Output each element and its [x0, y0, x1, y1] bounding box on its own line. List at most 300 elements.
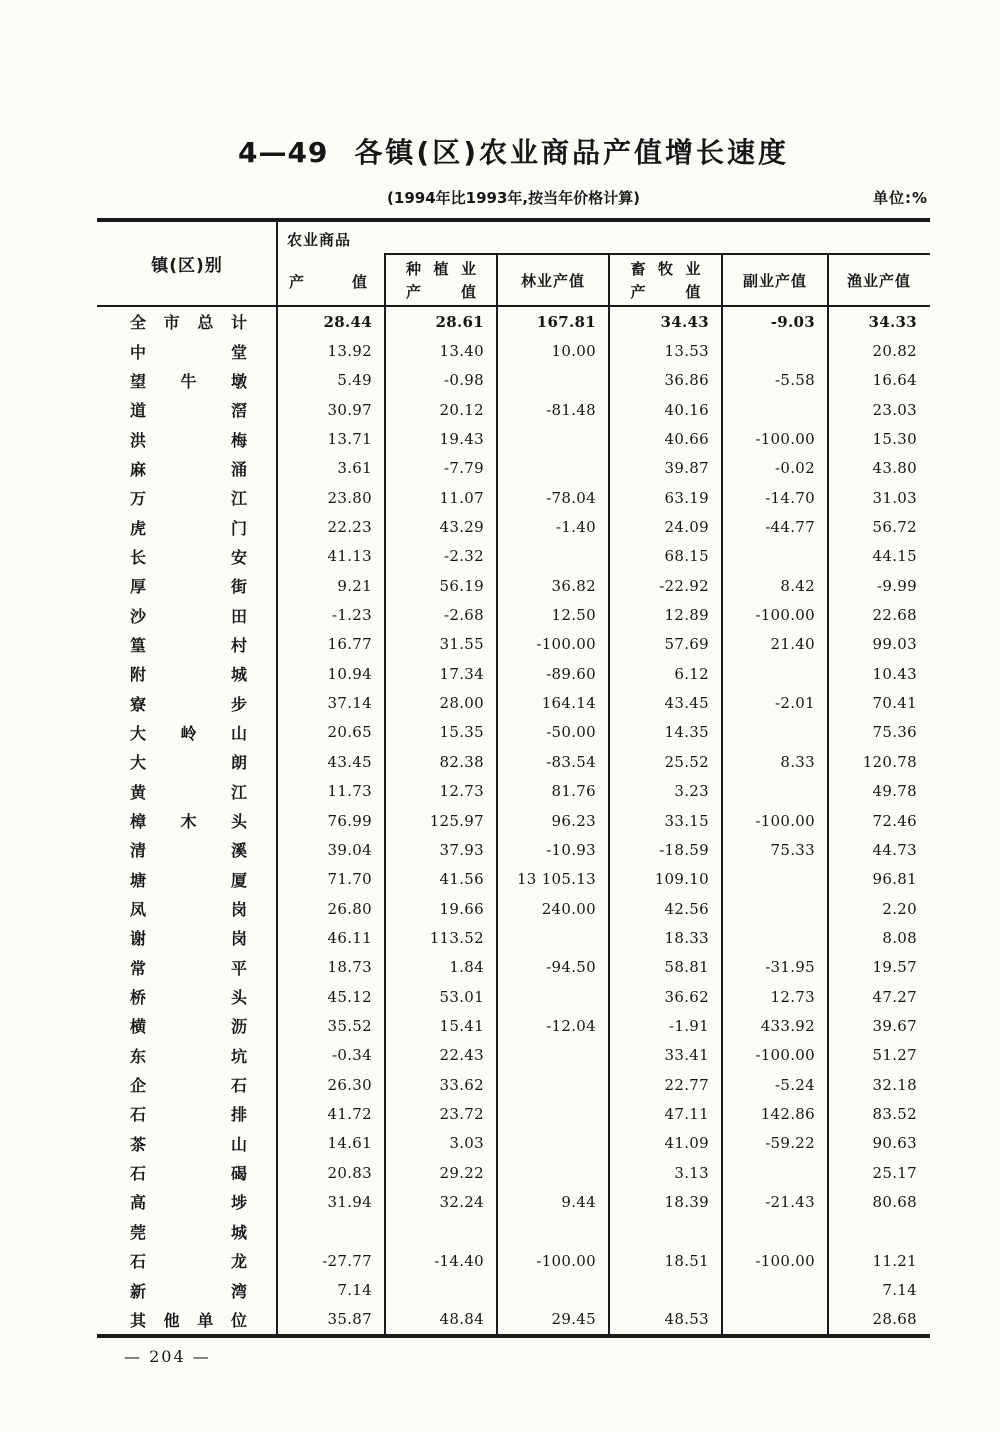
value-cell: 22.68	[872, 606, 917, 625]
value-cell: 23.72	[439, 1104, 484, 1123]
town-name-cell	[97, 1070, 277, 1099]
value-cell: 13.92	[327, 342, 372, 361]
value-cell: 18.73	[327, 958, 372, 977]
town-name-cell	[97, 865, 277, 894]
town-name-cell	[97, 747, 277, 776]
value-cell: -2.01	[775, 694, 815, 713]
value-cell: 28.68	[872, 1310, 917, 1329]
value-cell: 12.73	[439, 782, 484, 801]
value-cell: 3.61	[337, 459, 372, 478]
value-cell: 22.77	[664, 1075, 709, 1094]
town-name: 凤 岗	[130, 900, 247, 920]
table-row	[97, 1129, 930, 1158]
value-cell: 14.35	[664, 723, 709, 742]
col-header-line2: 产 值	[406, 283, 476, 301]
value-cell: 16.64	[872, 371, 917, 390]
table-row	[97, 923, 930, 952]
value-cell: 35.52	[327, 1016, 372, 1035]
value-cell: 9.21	[337, 576, 372, 595]
town-name: 樟 木 头	[130, 812, 247, 832]
town-name: 虎 门	[130, 518, 247, 538]
town-name: 茶 山	[130, 1134, 247, 1154]
value-cell: 41.72	[327, 1104, 372, 1123]
table-row	[97, 982, 930, 1011]
value-cell: -44.77	[765, 518, 815, 537]
value-cell: 14.61	[327, 1134, 372, 1153]
value-cell: 33.15	[664, 811, 709, 830]
table-row	[97, 1099, 930, 1128]
value-cell: -14.70	[765, 488, 815, 507]
value-cell: 8.33	[780, 752, 815, 771]
value-cell: -0.02	[775, 459, 815, 478]
value-cell: 31.03	[872, 488, 917, 507]
value-cell: 12.89	[664, 606, 709, 625]
town-name: 大 朗	[130, 753, 247, 773]
value-cell: -0.34	[332, 1046, 372, 1065]
value-cell: 36.62	[664, 987, 709, 1006]
value-cell: -21.43	[765, 1192, 815, 1211]
town-name-cell	[97, 454, 277, 483]
value-cell: 120.78	[862, 752, 917, 771]
col-header-line2: 产 值	[630, 283, 701, 301]
value-cell: 164.14	[541, 694, 596, 713]
table-row	[97, 1041, 930, 1070]
table-row	[97, 1070, 930, 1099]
value-cell: 10.94	[327, 664, 372, 683]
value-cell: 20.83	[327, 1163, 372, 1182]
row-header-cell	[97, 222, 277, 305]
town-name: 篁 村	[130, 635, 247, 655]
value-cell: 76.99	[327, 811, 372, 830]
value-cell: -100.00	[755, 1046, 815, 1065]
value-cell: 33.41	[664, 1046, 709, 1065]
value-cell: 5.49	[337, 371, 372, 390]
town-name: 东 坑	[130, 1046, 247, 1066]
value-cell: -83.54	[546, 752, 596, 771]
town-name-cell	[97, 395, 277, 424]
value-cell: 47.11	[664, 1104, 709, 1123]
town-name-cell	[97, 718, 277, 747]
table-row	[97, 1158, 930, 1187]
value-cell: -100.00	[536, 1251, 596, 1270]
value-cell: 23.80	[327, 488, 372, 507]
value-cell: -22.92	[659, 576, 709, 595]
value-cell: 240.00	[541, 899, 596, 918]
town-name-cell	[97, 1246, 277, 1275]
value-cell: 8.08	[882, 928, 917, 947]
value-cell: -100.00	[536, 635, 596, 654]
value-cell: 43.29	[439, 518, 484, 537]
value-cell: 71.70	[327, 870, 372, 889]
value-cell: 75.33	[770, 840, 815, 859]
value-cell: 113.52	[429, 928, 484, 947]
town-name-cell	[97, 1011, 277, 1040]
value-cell: 39.04	[327, 840, 372, 859]
value-cell: 82.38	[439, 752, 484, 771]
value-cell: 47.27	[872, 987, 917, 1006]
value-cell: 13.53	[664, 342, 709, 361]
town-name-cell	[97, 1099, 277, 1128]
value-cell: 9.44	[561, 1192, 596, 1211]
value-cell: 45.12	[327, 987, 372, 1006]
col-header-sideline	[722, 255, 828, 305]
value-cell: 12.73	[770, 987, 815, 1006]
group-subheader-label: 产 值	[289, 273, 367, 291]
value-cell: 43.80	[872, 459, 917, 478]
value-cell: 18.33	[664, 928, 709, 947]
town-name-cell	[97, 806, 277, 835]
table-row	[97, 1305, 930, 1334]
value-cell: 80.68	[872, 1192, 917, 1211]
town-name: 大 岭 山	[130, 723, 247, 743]
value-cell: 25.17	[872, 1163, 917, 1182]
value-cell: 56.72	[872, 518, 917, 537]
town-name: 莞 城	[130, 1222, 247, 1242]
value-cell: 23.03	[872, 400, 917, 419]
value-cell: 17.34	[439, 664, 484, 683]
value-cell: 109.10	[654, 870, 709, 889]
town-name-cell	[97, 336, 277, 365]
town-name: 厚 街	[130, 577, 247, 597]
value-cell: 29.45	[551, 1310, 596, 1329]
table-row	[97, 542, 930, 571]
value-cell: 125.97	[429, 811, 484, 830]
col-header-husbandry	[609, 255, 722, 305]
col-header-line1: 种 植 业	[406, 260, 476, 278]
town-name-cell	[97, 835, 277, 864]
value-cell: 57.69	[664, 635, 709, 654]
value-cell: 3.03	[449, 1134, 484, 1153]
table-row	[97, 571, 930, 600]
value-cell: 40.66	[664, 430, 709, 449]
value-cell: 96.81	[872, 870, 917, 889]
table-row	[97, 483, 930, 512]
value-cell: -100.00	[755, 606, 815, 625]
value-cell: 37.93	[439, 840, 484, 859]
town-name-cell	[97, 1158, 277, 1187]
table-row	[97, 600, 930, 629]
table-row	[97, 659, 930, 688]
town-name-cell	[97, 923, 277, 952]
value-cell: -100.00	[755, 430, 815, 449]
town-name: 道 滘	[130, 401, 247, 421]
value-cell: 46.11	[327, 928, 372, 947]
value-cell: -1.40	[556, 518, 596, 537]
table-body	[97, 307, 930, 1334]
value-cell: -5.58	[775, 371, 815, 390]
value-cell: 13 105.13	[516, 870, 596, 889]
value-cell: 35.87	[327, 1310, 372, 1329]
value-cell: 10.00	[551, 342, 596, 361]
value-cell: 34.33	[868, 312, 917, 331]
table-row	[97, 806, 930, 835]
value-cell: 81.76	[551, 782, 596, 801]
group-header-cell	[277, 222, 385, 305]
town-name-cell	[97, 483, 277, 512]
value-cell: -1.23	[332, 606, 372, 625]
town-name-cell	[97, 1305, 277, 1334]
value-cell: -9.99	[877, 576, 917, 595]
value-cell: 167.81	[536, 312, 596, 331]
town-name: 企 石	[130, 1076, 247, 1096]
table-row	[97, 688, 930, 717]
value-cell: -1.91	[669, 1016, 709, 1035]
town-name: 洪 梅	[130, 430, 247, 450]
value-cell: 33.62	[439, 1075, 484, 1094]
town-name-cell	[97, 953, 277, 982]
value-cell: 11.73	[327, 782, 372, 801]
table-row	[97, 307, 930, 336]
value-cell: -0.98	[444, 371, 484, 390]
value-cell: 15.41	[439, 1016, 484, 1035]
value-cell: -100.00	[755, 811, 815, 830]
town-name: 高 埗	[130, 1193, 247, 1213]
value-cell: 28.44	[323, 312, 372, 331]
table-number: 4—49	[237, 136, 329, 169]
table-subtitle: (1994年比1993年,按当年价格计算)	[387, 189, 640, 207]
value-cell: 21.40	[770, 635, 815, 654]
value-cell: 29.22	[439, 1163, 484, 1182]
subtitle-row	[97, 187, 930, 209]
value-cell: 42.56	[664, 899, 709, 918]
town-name: 谢 岗	[130, 929, 247, 949]
value-cell: 13.71	[327, 430, 372, 449]
table-row	[97, 366, 930, 395]
value-cell: -81.48	[546, 400, 596, 419]
town-name: 石 排	[130, 1105, 247, 1125]
value-cell: 15.30	[872, 430, 917, 449]
value-cell: -89.60	[546, 664, 596, 683]
value-cell: 31.55	[439, 635, 484, 654]
town-name-cell	[97, 982, 277, 1011]
value-cell: 43.45	[327, 752, 372, 771]
town-name-cell	[97, 1275, 277, 1304]
stat-table	[97, 218, 930, 1339]
value-cell: 3.23	[674, 782, 709, 801]
town-name-cell	[97, 777, 277, 806]
table-row	[97, 1011, 930, 1040]
table-bottom-rule	[97, 1334, 930, 1338]
value-cell: 19.66	[439, 899, 484, 918]
value-cell: 24.09	[664, 518, 709, 537]
value-cell: -94.50	[546, 958, 596, 977]
value-cell: 7.14	[882, 1281, 917, 1300]
town-name-cell	[97, 571, 277, 600]
value-cell: 10.43	[872, 664, 917, 683]
value-cell: -12.04	[546, 1016, 596, 1035]
table-row	[97, 1187, 930, 1216]
value-cell: 53.01	[439, 987, 484, 1006]
value-cell: 1.84	[449, 958, 484, 977]
value-cell: 28.00	[439, 694, 484, 713]
town-name: 其 他 单 位	[130, 1310, 247, 1330]
table-row	[97, 865, 930, 894]
town-name: 麻 涌	[130, 459, 247, 479]
value-cell: 75.36	[872, 723, 917, 742]
table-row	[97, 336, 930, 365]
value-cell: 433.92	[760, 1016, 815, 1035]
value-cell: 70.41	[872, 694, 917, 713]
value-cell: 3.13	[674, 1163, 709, 1182]
value-cell: -50.00	[546, 723, 596, 742]
value-cell: -7.79	[444, 459, 484, 478]
value-cell: 32.18	[872, 1075, 917, 1094]
col-header-line1: 畜 牧 业	[630, 260, 701, 278]
table-row	[97, 894, 930, 923]
table-row	[97, 1246, 930, 1275]
row-header-label: 镇(区)别	[151, 256, 223, 276]
value-cell: 26.30	[327, 1075, 372, 1094]
value-cell: 6.12	[674, 664, 709, 683]
value-cell: 26.80	[327, 899, 372, 918]
town-name-cell	[97, 1217, 277, 1246]
value-cell: 8.42	[780, 576, 815, 595]
value-cell: 20.65	[327, 723, 372, 742]
town-name-cell	[97, 512, 277, 541]
value-cell: 48.53	[664, 1310, 709, 1329]
value-cell: 18.51	[664, 1251, 709, 1270]
group-header-label: 农业商品	[287, 231, 352, 249]
col-header-label: 渔业产值	[846, 271, 911, 290]
town-name: 横 沥	[130, 1017, 247, 1037]
value-cell: 49.78	[872, 782, 917, 801]
value-cell: -2.68	[444, 606, 484, 625]
table-title-text: 各镇(区)农业商品产值增长速度	[354, 136, 790, 169]
value-cell: -31.95	[765, 958, 815, 977]
town-name: 桥 头	[130, 988, 247, 1008]
col-header-label: 林业产值	[520, 271, 585, 290]
value-cell: 15.35	[439, 723, 484, 742]
town-name-cell	[97, 1041, 277, 1070]
value-cell: 99.03	[872, 635, 917, 654]
unit-label: 单位:%	[872, 189, 928, 207]
value-cell: -10.93	[546, 840, 596, 859]
value-cell: 72.46	[872, 811, 917, 830]
table-row	[97, 454, 930, 483]
town-name-cell	[97, 424, 277, 453]
value-cell: -100.00	[755, 1251, 815, 1270]
town-name: 望 牛 墩	[130, 371, 247, 391]
value-cell: 34.43	[660, 312, 709, 331]
value-cell: 37.14	[327, 694, 372, 713]
value-cell: 39.67	[872, 1016, 917, 1035]
value-cell: 22.23	[327, 518, 372, 537]
town-name: 石 龙	[130, 1252, 247, 1272]
town-name: 全 市 总 计	[130, 313, 247, 333]
table-row	[97, 630, 930, 659]
town-name: 清 溪	[130, 841, 247, 861]
town-name-cell	[97, 688, 277, 717]
col-header-forestry	[497, 255, 609, 305]
value-cell: 43.45	[664, 694, 709, 713]
value-cell: 22.43	[439, 1046, 484, 1065]
value-cell: 40.16	[664, 400, 709, 419]
table-row	[97, 424, 930, 453]
table-row	[97, 953, 930, 982]
value-cell: 68.15	[664, 547, 709, 566]
town-name-cell	[97, 366, 277, 395]
value-cell: -9.03	[770, 312, 815, 331]
value-cell: 83.52	[872, 1104, 917, 1123]
value-cell: 11.21	[872, 1251, 917, 1270]
value-cell: 39.87	[664, 459, 709, 478]
value-cell: 41.09	[664, 1134, 709, 1153]
value-cell: 32.24	[439, 1192, 484, 1211]
value-cell: 41.13	[327, 547, 372, 566]
value-cell: 20.82	[872, 342, 917, 361]
value-cell: 44.73	[872, 840, 917, 859]
town-name: 塘 厦	[130, 870, 247, 890]
value-cell: 41.56	[439, 870, 484, 889]
value-cell: -5.24	[775, 1075, 815, 1094]
col-header-planting	[385, 255, 497, 305]
value-cell: 142.86	[760, 1104, 815, 1123]
town-name-cell	[97, 1129, 277, 1158]
value-cell: 51.27	[872, 1046, 917, 1065]
page-number: — 204 —	[124, 1347, 211, 1366]
value-cell: 16.77	[327, 635, 372, 654]
town-name: 附 城	[130, 665, 247, 685]
value-cell: 58.81	[664, 958, 709, 977]
town-name-cell	[97, 1187, 277, 1216]
table-row	[97, 777, 930, 806]
town-name-cell	[97, 600, 277, 629]
value-cell: 19.43	[439, 430, 484, 449]
table-row	[97, 512, 930, 541]
town-name-cell	[97, 542, 277, 571]
col-header-label: 副业产值	[742, 271, 807, 290]
value-cell: -78.04	[546, 488, 596, 507]
page-title	[97, 131, 930, 171]
table-row	[97, 835, 930, 864]
value-cell: 2.20	[882, 899, 917, 918]
value-cell: 7.14	[337, 1281, 372, 1300]
town-name-cell	[97, 659, 277, 688]
town-name: 新 湾	[130, 1281, 247, 1301]
value-cell: 12.50	[551, 606, 596, 625]
value-cell: -14.40	[434, 1251, 484, 1270]
town-name: 黄 江	[130, 782, 247, 802]
value-cell: 31.94	[327, 1192, 372, 1211]
value-cell: 19.57	[872, 958, 917, 977]
value-cell: 30.97	[327, 400, 372, 419]
value-cell: 25.52	[664, 752, 709, 771]
col-header-fishery	[828, 255, 930, 305]
table-row	[97, 395, 930, 424]
value-cell: -18.59	[659, 840, 709, 859]
value-cell: -2.32	[444, 547, 484, 566]
value-cell: -27.77	[322, 1251, 372, 1270]
town-name: 常 平	[130, 958, 247, 978]
table-row	[97, 747, 930, 776]
town-name: 中 堂	[130, 342, 247, 362]
value-cell: 56.19	[439, 576, 484, 595]
value-cell: 20.12	[439, 400, 484, 419]
town-name: 长 安	[130, 547, 247, 567]
value-cell: 36.82	[551, 576, 596, 595]
town-name: 石 碣	[130, 1164, 247, 1184]
town-name: 万 江	[130, 489, 247, 509]
town-name: 寮 步	[130, 694, 247, 714]
town-name: 沙 田	[130, 606, 247, 626]
value-cell: 63.19	[664, 488, 709, 507]
town-name-cell	[97, 630, 277, 659]
value-cell: 44.15	[872, 547, 917, 566]
town-name-cell	[97, 894, 277, 923]
table-row	[97, 718, 930, 747]
value-cell: 90.63	[872, 1134, 917, 1153]
value-cell: 13.40	[439, 342, 484, 361]
